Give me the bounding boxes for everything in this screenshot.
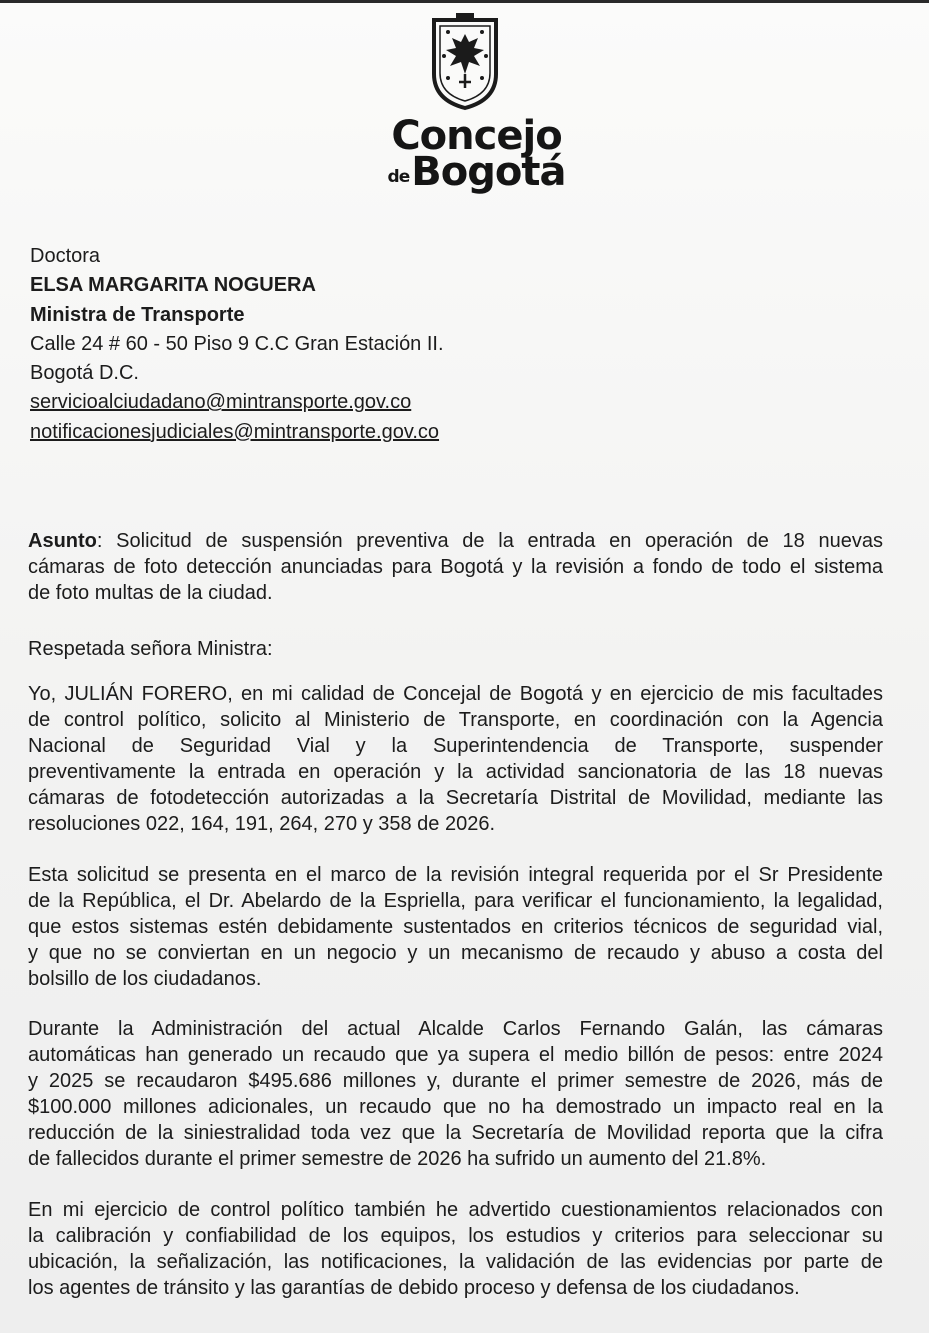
paragraph-line: que estos sistemas estén debidamente sustentados en criterios técnicos de seguridad vial,	[28, 916, 883, 938]
paragraph-line: reducción de la siniestralidad toda vez que la Secretaría de Movilidad reporta que la cifra	[28, 1122, 883, 1144]
letterhead	[0, 12, 929, 195]
body-paragraph-2	[28, 862, 883, 992]
paragraph-line: Nacional de Seguridad Vial y la Superintendencia de Transporte, suspender	[28, 735, 883, 757]
paragraph-line: de la República, el Dr. Abelardo de la Espriella, para verificar el funcionamiento, la legalidad,	[28, 890, 883, 912]
body-paragraph-4	[28, 1197, 883, 1301]
paragraph-line: de control político, solicito al Ministerio de Transporte, en coordinación con la Agencia	[28, 709, 883, 731]
recipient-position: Ministra de Transporte	[30, 303, 245, 326]
paragraph-line: resoluciones 022, 164, 191, 264, 270 y 358 de 2026.	[28, 813, 496, 835]
email-link-servicio[interactable]: servicioalciudadano@mintransporte.gov.co	[30, 391, 412, 414]
paragraph-line: $100.000 millones adicionales, un recaudo que no ha demostrado un impacto real en la	[28, 1096, 883, 1118]
subject-paragraph	[28, 528, 883, 606]
paragraph-line: Durante la Administración del actual Alcalde Carlos Fernando Galán, las cámaras	[28, 1018, 883, 1040]
paragraph-line: automáticas han generado un recaudo que ya supera el medio billón de pesos: entre 2024	[28, 1044, 883, 1066]
paragraph-line: de fallecidos durante el primer semestre de 2026 ha sufrido un aumento del 21.8%.	[28, 1148, 767, 1170]
paragraph-line: la calibración y confiabilidad de los equipos, los estudios y criterios para seleccionar su	[28, 1225, 883, 1247]
subject-line: cámaras de foto detección anunciadas para Bogotá y la revisión a fondo de todo el sistema	[28, 556, 883, 578]
subject-label: Asunto	[28, 530, 97, 552]
paragraph-line: y que no se conviertan en un negocio y un mecanismo de recaudo y abuso a costa del	[28, 942, 883, 964]
subject-line: Asunto: Solicitud de suspensión preventiva de la entrada en operación de 18 nuevas	[28, 530, 883, 552]
recipient-block	[30, 242, 444, 447]
top-border	[0, 0, 929, 3]
body-paragraph-3	[28, 1016, 883, 1172]
paragraph-line: preventivamente la entrada en operación y la actividad sancionatoria de las 18 nuevas	[28, 761, 883, 783]
paragraph-line: cámaras de fotodetección autorizadas a la Secretaría Distrital de Movilidad, mediante las	[28, 787, 883, 809]
recipient-address: Calle 24 # 60 - 50 Piso 9 C.C Gran Estación II.	[30, 332, 444, 355]
logo-line2	[12, 149, 929, 195]
paragraph-line: En mi ejercicio de control político también he advertido cuestionamientos relacionados con	[28, 1199, 883, 1221]
paragraph-line: ubicación, la señalización, las notificaciones, la validación de las evidencias por parte de	[28, 1251, 883, 1273]
logo-de: de	[387, 167, 410, 187]
recipient-city: Bogotá D.C.	[30, 362, 139, 385]
paragraph-line: y 2025 se recaudaron $495.686 millones y, durante el primer semestre de 2026, más de	[28, 1070, 883, 1092]
subject-line: de foto multas de la ciudad.	[28, 582, 273, 604]
concejo-logo	[12, 113, 929, 195]
email-link-notificaciones[interactable]: notificacionesjudiciales@mintransporte.gov.co	[30, 420, 440, 443]
recipient-name: ELSA MARGARITA NOGUERA	[30, 274, 316, 297]
paragraph-line: bolsillo de los ciudadanos.	[28, 968, 262, 990]
body-paragraph-1	[28, 681, 883, 837]
paragraph-line: Esta solicitud se presenta en el marco de la revisión integral requerida por el Sr Presidente	[28, 864, 883, 886]
paragraph-line: los agentes de tránsito y las garantías de debido proceso y defensa de los ciudadanos.	[28, 1277, 800, 1299]
salutation-text: Respetada señora Ministra:	[28, 638, 273, 660]
logo-line1: Concejo	[391, 113, 562, 159]
salutation	[28, 636, 883, 662]
logo-bogota: Bogotá	[411, 149, 566, 195]
recipient-title: Doctora	[30, 245, 101, 267]
paragraph-line: Yo, JULIÁN FORERO, en mi calidad de Concejal de Bogotá y en ejercicio de mis facultades	[28, 683, 883, 705]
bogota-coat-of-arms-icon	[426, 12, 504, 112]
